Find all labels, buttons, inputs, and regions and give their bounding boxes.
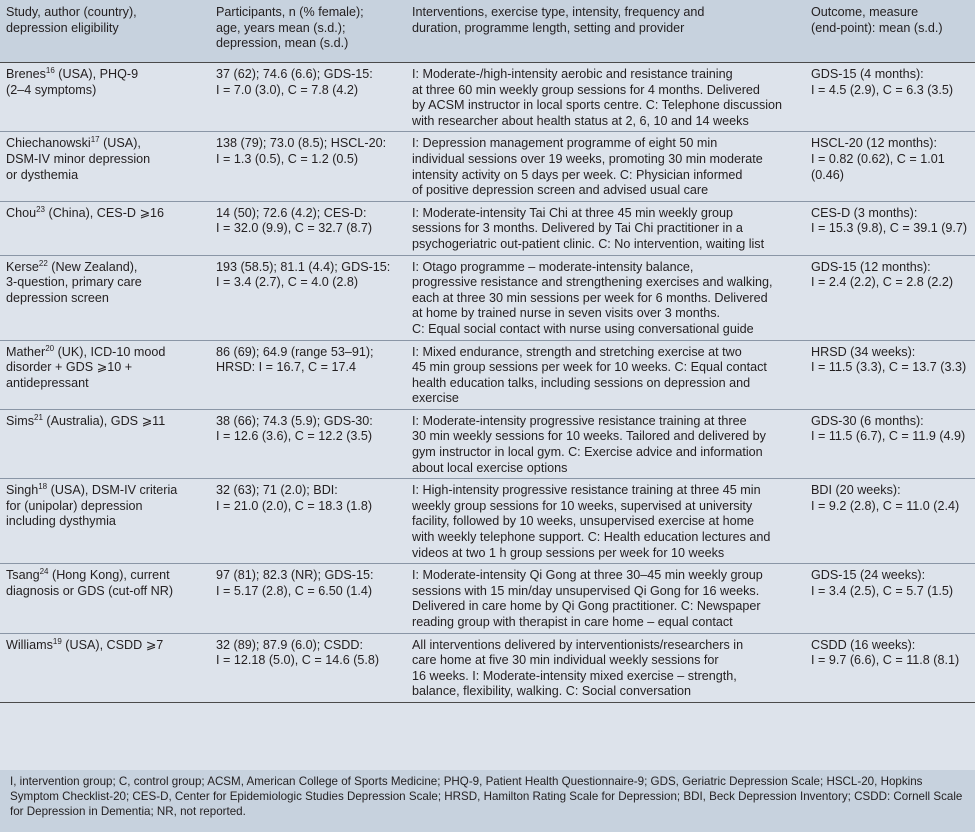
intervention-cell: I: Depression management programme of eight 50 min individual sessions over 19 weeks, promoting 30 min moderate intensity activity on 5 days per week. C: Physician informed of positive depression screen and advised usual care (406, 132, 805, 201)
table-row (0, 255, 975, 340)
study-cell (0, 201, 210, 255)
study-author: Chiechanowski (6, 136, 91, 151)
outcome-cell: CSDD (16 weeks): I = 9.7 (6.6), C = 11.8 (8.1) (805, 633, 975, 702)
study-eligibility: (USA), DSM-IV criteria for (unipolar) depression including dysthymia (6, 483, 178, 529)
table-row (0, 132, 975, 201)
outcome-cell: GDS-15 (4 months): I = 4.5 (2.9), C = 6.3 (3.5) (805, 63, 975, 132)
study-author: Tsang (6, 568, 40, 583)
table-header-row (0, 0, 975, 63)
participants-cell: 32 (63); 71 (2.0); BDI: I = 21.0 (2.0), C = 18.3 (1.8) (210, 479, 406, 564)
outcome-cell: CES-D (3 months): I = 15.3 (9.8), C = 39.1 (9.7) (805, 201, 975, 255)
study-author: Williams (6, 637, 53, 652)
participants-cell: 86 (69); 64.9 (range 53–91); HRSD: I = 16.7, C = 17.4 (210, 340, 406, 409)
study-cell (0, 479, 210, 564)
study-reference: 20 (45, 343, 55, 353)
study-cell (0, 564, 210, 633)
study-eligibility: (UK), ICD-10 mood disorder + GDS ⩾10 + antidepressant (6, 344, 166, 390)
study-cell (0, 132, 210, 201)
intervention-cell: I: Otago programme – moderate-intensity balance, progressive resistance and strengthening exercises and walking, each at three 30 min sessions per week for 6 months. Delivered at home by trained nurse in seven visits over 3 months. C: Equal social contact with nurse using conversational guide (406, 255, 805, 340)
study-eligibility: (Hong Kong), current diagnosis or GDS (cut-off NR) (6, 568, 174, 598)
study-eligibility: (USA), PHQ-9 (2–4 symptoms) (6, 67, 139, 97)
header-outcome: Outcome, measure (end-point): mean (s.d.) (805, 0, 975, 63)
study-author: Sims (6, 413, 34, 428)
participants-cell: 97 (81); 82.3 (NR); GDS-15: I = 5.17 (2.8), C = 6.50 (1.4) (210, 564, 406, 633)
study-reference: 19 (52, 636, 62, 646)
table-row (0, 63, 975, 132)
study-cell (0, 409, 210, 478)
intervention-cell: All interventions delivered by interventionists/researchers in care home at five 30 min individual weekly sessions for 16 weeks. I: Moderate-intensity mixed exercise – strength, balance, flexibility, walking. C: Social conversation (406, 633, 805, 702)
study-author: Singh (6, 483, 39, 498)
intervention-cell: I: Moderate-intensity Tai Chi at three 45 min weekly group sessions for 3 months. Delivered by Tai Chi practitioner in a psychogeriatric out-patient clinic. C: No intervention, waiting list (406, 201, 805, 255)
outcome-cell: HSCL-20 (12 months): I = 0.82 (0.62), C = 1.01 (0.46) (805, 132, 975, 201)
study-reference: 24 (39, 567, 49, 577)
study-reference: 22 (38, 258, 48, 268)
study-cell (0, 63, 210, 132)
table-row (0, 564, 975, 633)
study-reference: 16 (45, 66, 55, 75)
study-reference: 21 (34, 412, 43, 422)
outcome-cell: BDI (20 weeks): I = 9.2 (2.8), C = 11.0 (2.4) (805, 479, 975, 564)
study-eligibility: (USA), CSDD ⩾7 (61, 637, 164, 652)
study-cell (0, 633, 210, 702)
study-author: Kerse (6, 259, 39, 274)
study-cell (0, 255, 210, 340)
header-interventions: Interventions, exercise type, intensity, frequency and duration, programme length, setting and provider (406, 0, 805, 63)
participants-cell: 138 (79); 73.0 (8.5); HSCL-20: I = 1.3 (0.5), C = 1.2 (0.5) (210, 132, 406, 201)
participants-cell: 37 (62); 74.6 (6.6); GDS-15: I = 7.0 (3.0), C = 7.8 (4.2) (210, 63, 406, 132)
study-reference: 23 (36, 204, 46, 214)
intervention-cell: I: Moderate-intensity progressive resistance training at three 30 min weekly sessions for 10 weeks. Tailored and delivered by gym instructor in local gym. C: Exercise advice and information about local exercise options (406, 409, 805, 478)
intervention-cell: I: Mixed endurance, strength and stretching exercise at two 45 min group sessions per week for 10 weeks. C: Equal contact health education talks, including sessions on depression and exercise (406, 340, 805, 409)
study-eligibility: (China), CES-D ⩾16 (45, 205, 165, 220)
outcome-cell: GDS-30 (6 months): I = 11.5 (6.7), C = 11.9 (4.9) (805, 409, 975, 478)
intervention-cell: I: Moderate-/high-intensity aerobic and resistance training at three 60 min weekly group sessions for 4 months. Delivered by ACSM instructor in local sports centre. C: Telephone discussion with researcher about health status at 2, 6, 10 and 14 weeks (406, 63, 805, 132)
outcome-cell: HRSD (34 weeks): I = 11.5 (3.3), C = 13.7 (3.3) (805, 340, 975, 409)
participants-cell: 32 (89); 87.9 (6.0); CSDD: I = 12.18 (5.0), C = 14.6 (5.8) (210, 633, 406, 702)
header-participants: Participants, n (% female); age, years mean (s.d.); depression, mean (s.d.) (210, 0, 406, 63)
participants-cell: 14 (50); 72.6 (4.2); CES-D: I = 32.0 (9.9), C = 32.7 (8.7) (210, 201, 406, 255)
study-author: Brenes (6, 67, 46, 81)
table-row (0, 201, 975, 255)
study-eligibility: (Australia), GDS ⩾11 (42, 413, 166, 428)
study-reference: 18 (38, 482, 48, 492)
header-study: Study, author (country), depression eligibility (0, 0, 210, 63)
table-row (0, 479, 975, 564)
intervention-cell: I: High-intensity progressive resistance training at three 45 min weekly group sessions for 10 weeks, supervised at university facility, followed by 10 weeks, unsupervised exercise at home with weekly telephone support. C: Health education lectures and videos at two 1 h group sessions per week for 10 weeks (406, 479, 805, 564)
study-eligibility: (New Zealand), 3-question, primary care depression screen (6, 259, 142, 305)
participants-cell: 38 (66); 74.3 (5.9); GDS-30: I = 12.6 (3.6), C = 12.2 (3.5) (210, 409, 406, 478)
table-row (0, 409, 975, 478)
intervention-cell: I: Moderate-intensity Qi Gong at three 30–45 min weekly group sessions with 15 min/day unsupervised Qi Gong for 16 weeks. Delivered in care home by Qi Gong practitioner. C: Newspaper reading group with therapist in care home – equal contact (406, 564, 805, 633)
study-author: Mather (6, 344, 46, 359)
table-row (0, 633, 975, 702)
study-reference: 17 (90, 135, 100, 145)
outcome-cell: GDS-15 (24 weeks): I = 3.4 (2.5), C = 5.7 (1.5) (805, 564, 975, 633)
study-eligibility: (USA), DSM-IV minor depression or dysthemia (6, 136, 151, 182)
table-footnote: I, intervention group; C, control group; ACSM, American College of Sports Medicine; PHQ-9, Patient Health Questionnaire-9; GDS, Geriatric Depression Scale; HSCL-20, Hopkins Symptom Checklist-20; CES-D, Center for Epidemiologic Studies Depression Scale; HRSD, Hamilton Rating Scale for Depression; BDI, Beck Depression Inventory; CSDD: Cornell Scale for Depression in Dementia; NR, not reported. (0, 770, 975, 832)
outcome-cell: GDS-15 (12 months): I = 2.4 (2.2), C = 2.8 (2.2) (805, 255, 975, 340)
study-author: Chou (6, 205, 37, 220)
participants-cell: 193 (58.5); 81.1 (4.4); GDS-15: I = 3.4 (2.7), C = 4.0 (2.8) (210, 255, 406, 340)
table-row (0, 340, 975, 409)
study-cell (0, 340, 210, 409)
